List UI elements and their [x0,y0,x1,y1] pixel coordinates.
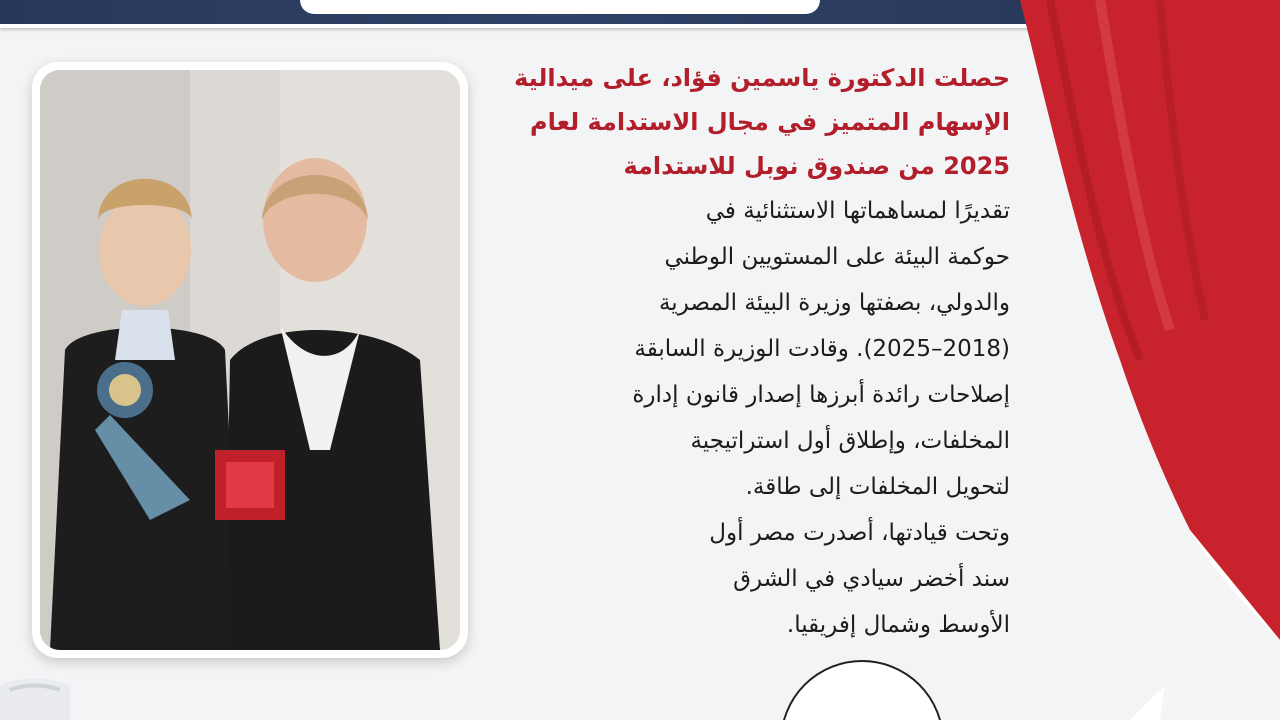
award-photo [40,70,460,650]
circle-decoration [780,660,944,720]
article-text [450,56,1010,648]
photo-frame [32,62,468,658]
headline-line: الإسهام المتميز في مجال الاستدامة لعام [529,108,1010,136]
body-paragraph [450,188,1010,648]
paper-curl-decoration [0,676,70,720]
headline [450,56,1010,188]
body-line: المخلفات، وإطلاق أول استراتيجية [690,428,1010,454]
headline-line: حصلت الدكتورة ياسمين فؤاد، على ميدالية [514,64,1010,92]
body-line: تقديرًا لمساهماتها الاستثنائية في [705,198,1010,224]
headline-line: 2025 من صندوق نوبل للاستدامة [623,152,1010,180]
body-line: وتحت قيادتها، أصدرت مصر أول [709,520,1010,546]
banner-title-strip [300,0,820,14]
body-line: (2018–2025). وقادت الوزيرة السابقة [634,336,1010,362]
body-line: إصلاحات رائدة أبرزها إصدار قانون إدارة [632,382,1010,408]
body-line: والدولي، بصفتها وزيرة البيئة المصرية [658,290,1010,316]
body-line: الأوسط وشمال إفريقيا. [786,612,1010,638]
body-line: سند أخضر سيادي في الشرق [733,566,1010,592]
body-line: حوكمة البيئة على المستويين الوطني [664,244,1010,270]
body-line: لتحويل المخلفات إلى طاقة. [745,474,1010,500]
